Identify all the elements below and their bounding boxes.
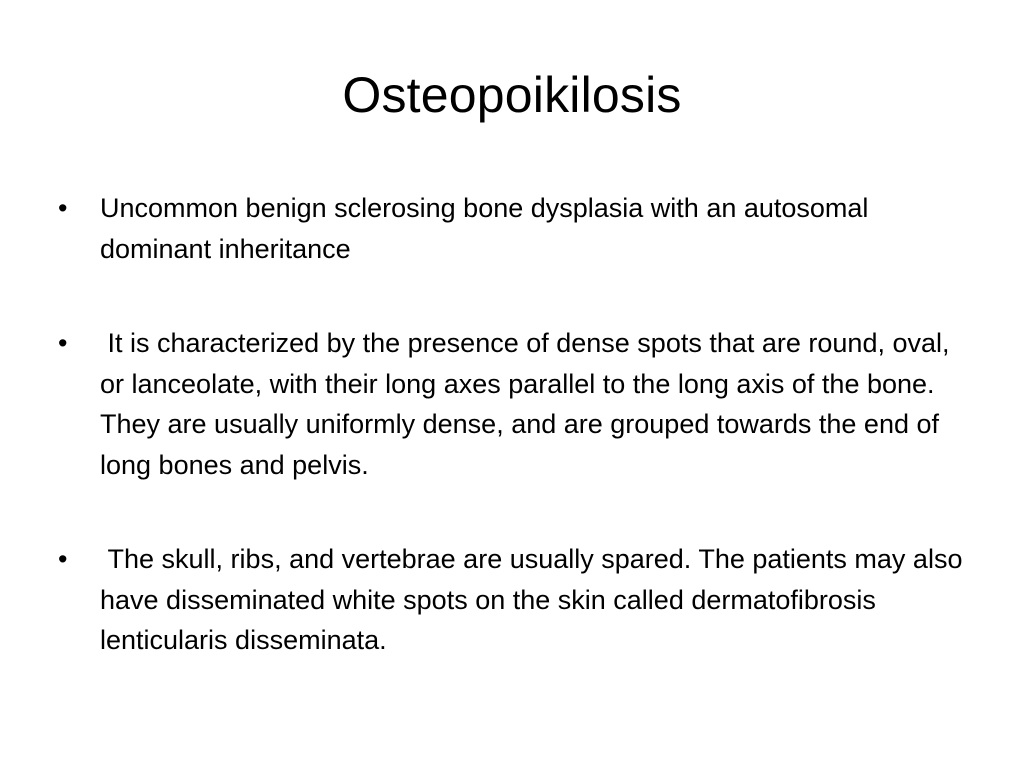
bullet-item xyxy=(58,323,978,485)
bullet-text: The skull, ribs, and vertebrae are usually spared. The patients may also have disseminated white spots on the skin called dermatofibrosis lenticularis disseminata. xyxy=(100,544,970,655)
bullet-list xyxy=(58,188,978,715)
bullet-dot-icon: • xyxy=(58,193,68,223)
bullet-text: It is characterized by the presence of dense spots that are round, oval, or lanceolate, with their long axes parallel to the long axis of the bone. They are usually uniformly dense, and are grouped towards the end of long bones and pelvis. xyxy=(100,328,958,480)
bullet-item xyxy=(58,188,978,269)
bullet-dot-icon: • xyxy=(58,544,68,574)
bullet-item xyxy=(58,539,978,661)
bullet-dot-icon: • xyxy=(58,328,68,358)
slide-title: Osteopoikilosis xyxy=(342,67,682,123)
bullet-text: Uncommon benign sclerosing bone dysplasia with an autosomal dominant inheritance xyxy=(100,193,876,264)
